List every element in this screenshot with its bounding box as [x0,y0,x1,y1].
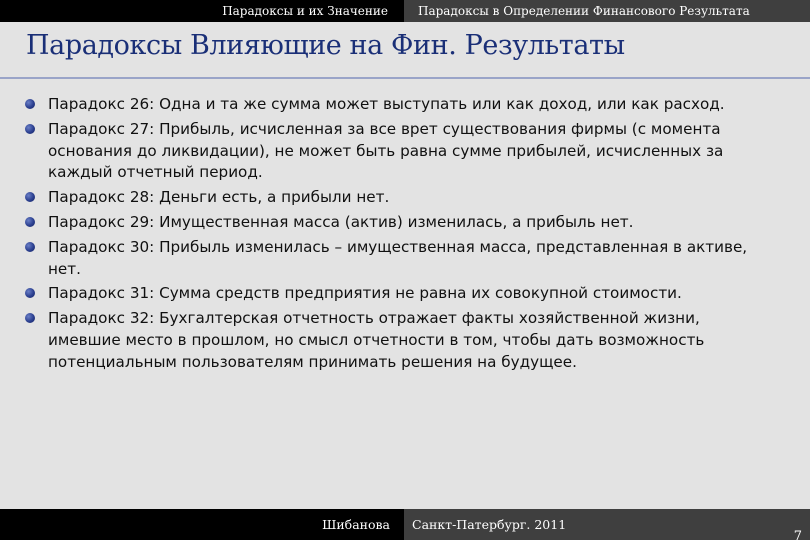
section-nav-right[interactable]: Парадоксы в Определении Финансового Результата [404,0,810,22]
list-item [0,94,768,116]
footer-place-date: Санкт-Патербург. 2011 [404,509,810,540]
list-item [0,212,768,234]
item-text: Парадокс 31: Сумма средств предприятия не равна их совокупной стоимости. [48,284,682,303]
paradox-list [0,94,810,377]
item-text: Парадокс 28: Деньги есть, а прибыли нет. [48,188,390,207]
item-text: Парадокс 30: Прибыль изменилась – имущественная масса, представленная в активе, нет. [48,237,748,278]
section-nav-left[interactable]: Парадоксы и их Значение [222,4,388,18]
bullet-icon [25,313,35,323]
item-text: Парадокс 29: Имущественная масса (актив) изменилась, а прибыль нет. [48,212,634,231]
slide-title: Парадоксы Влияющие на Фин. Результаты [26,30,625,61]
list-item [0,187,768,209]
list-item [0,283,768,305]
title-divider [0,77,810,79]
item-text: Парадокс 26: Одна и та же сумма может выступать или как доход, или как расход. [48,95,725,113]
header-bar [0,0,810,22]
bullet-icon [25,124,35,134]
bullet-icon [25,242,35,252]
list-item [0,308,768,373]
footer-author: Шибанова [322,517,390,532]
page-number: 7 [793,529,802,540]
bullet-icon [25,217,35,227]
bullet-icon [25,192,35,202]
bullet-icon [25,288,35,298]
item-text: Парадокс 27: Прибыль, исчисленная за все врет существования фирмы (с момента основания до ликвидации), не может быть равна сумме прибылей, исчисленных за каждый отчетный период. [48,119,724,182]
list-item [0,119,768,184]
footer-bar [0,509,810,540]
item-text: Парадокс 32: Бухгалтерская отчетность отражает факты хозяйственной жизни, имевшие место в прошлом, но смысл отчетности в том, чтобы дать возможность потенциальным пользователям принимать решения на будущее. [48,309,705,371]
bullet-icon [25,99,35,109]
list-item [0,237,768,281]
